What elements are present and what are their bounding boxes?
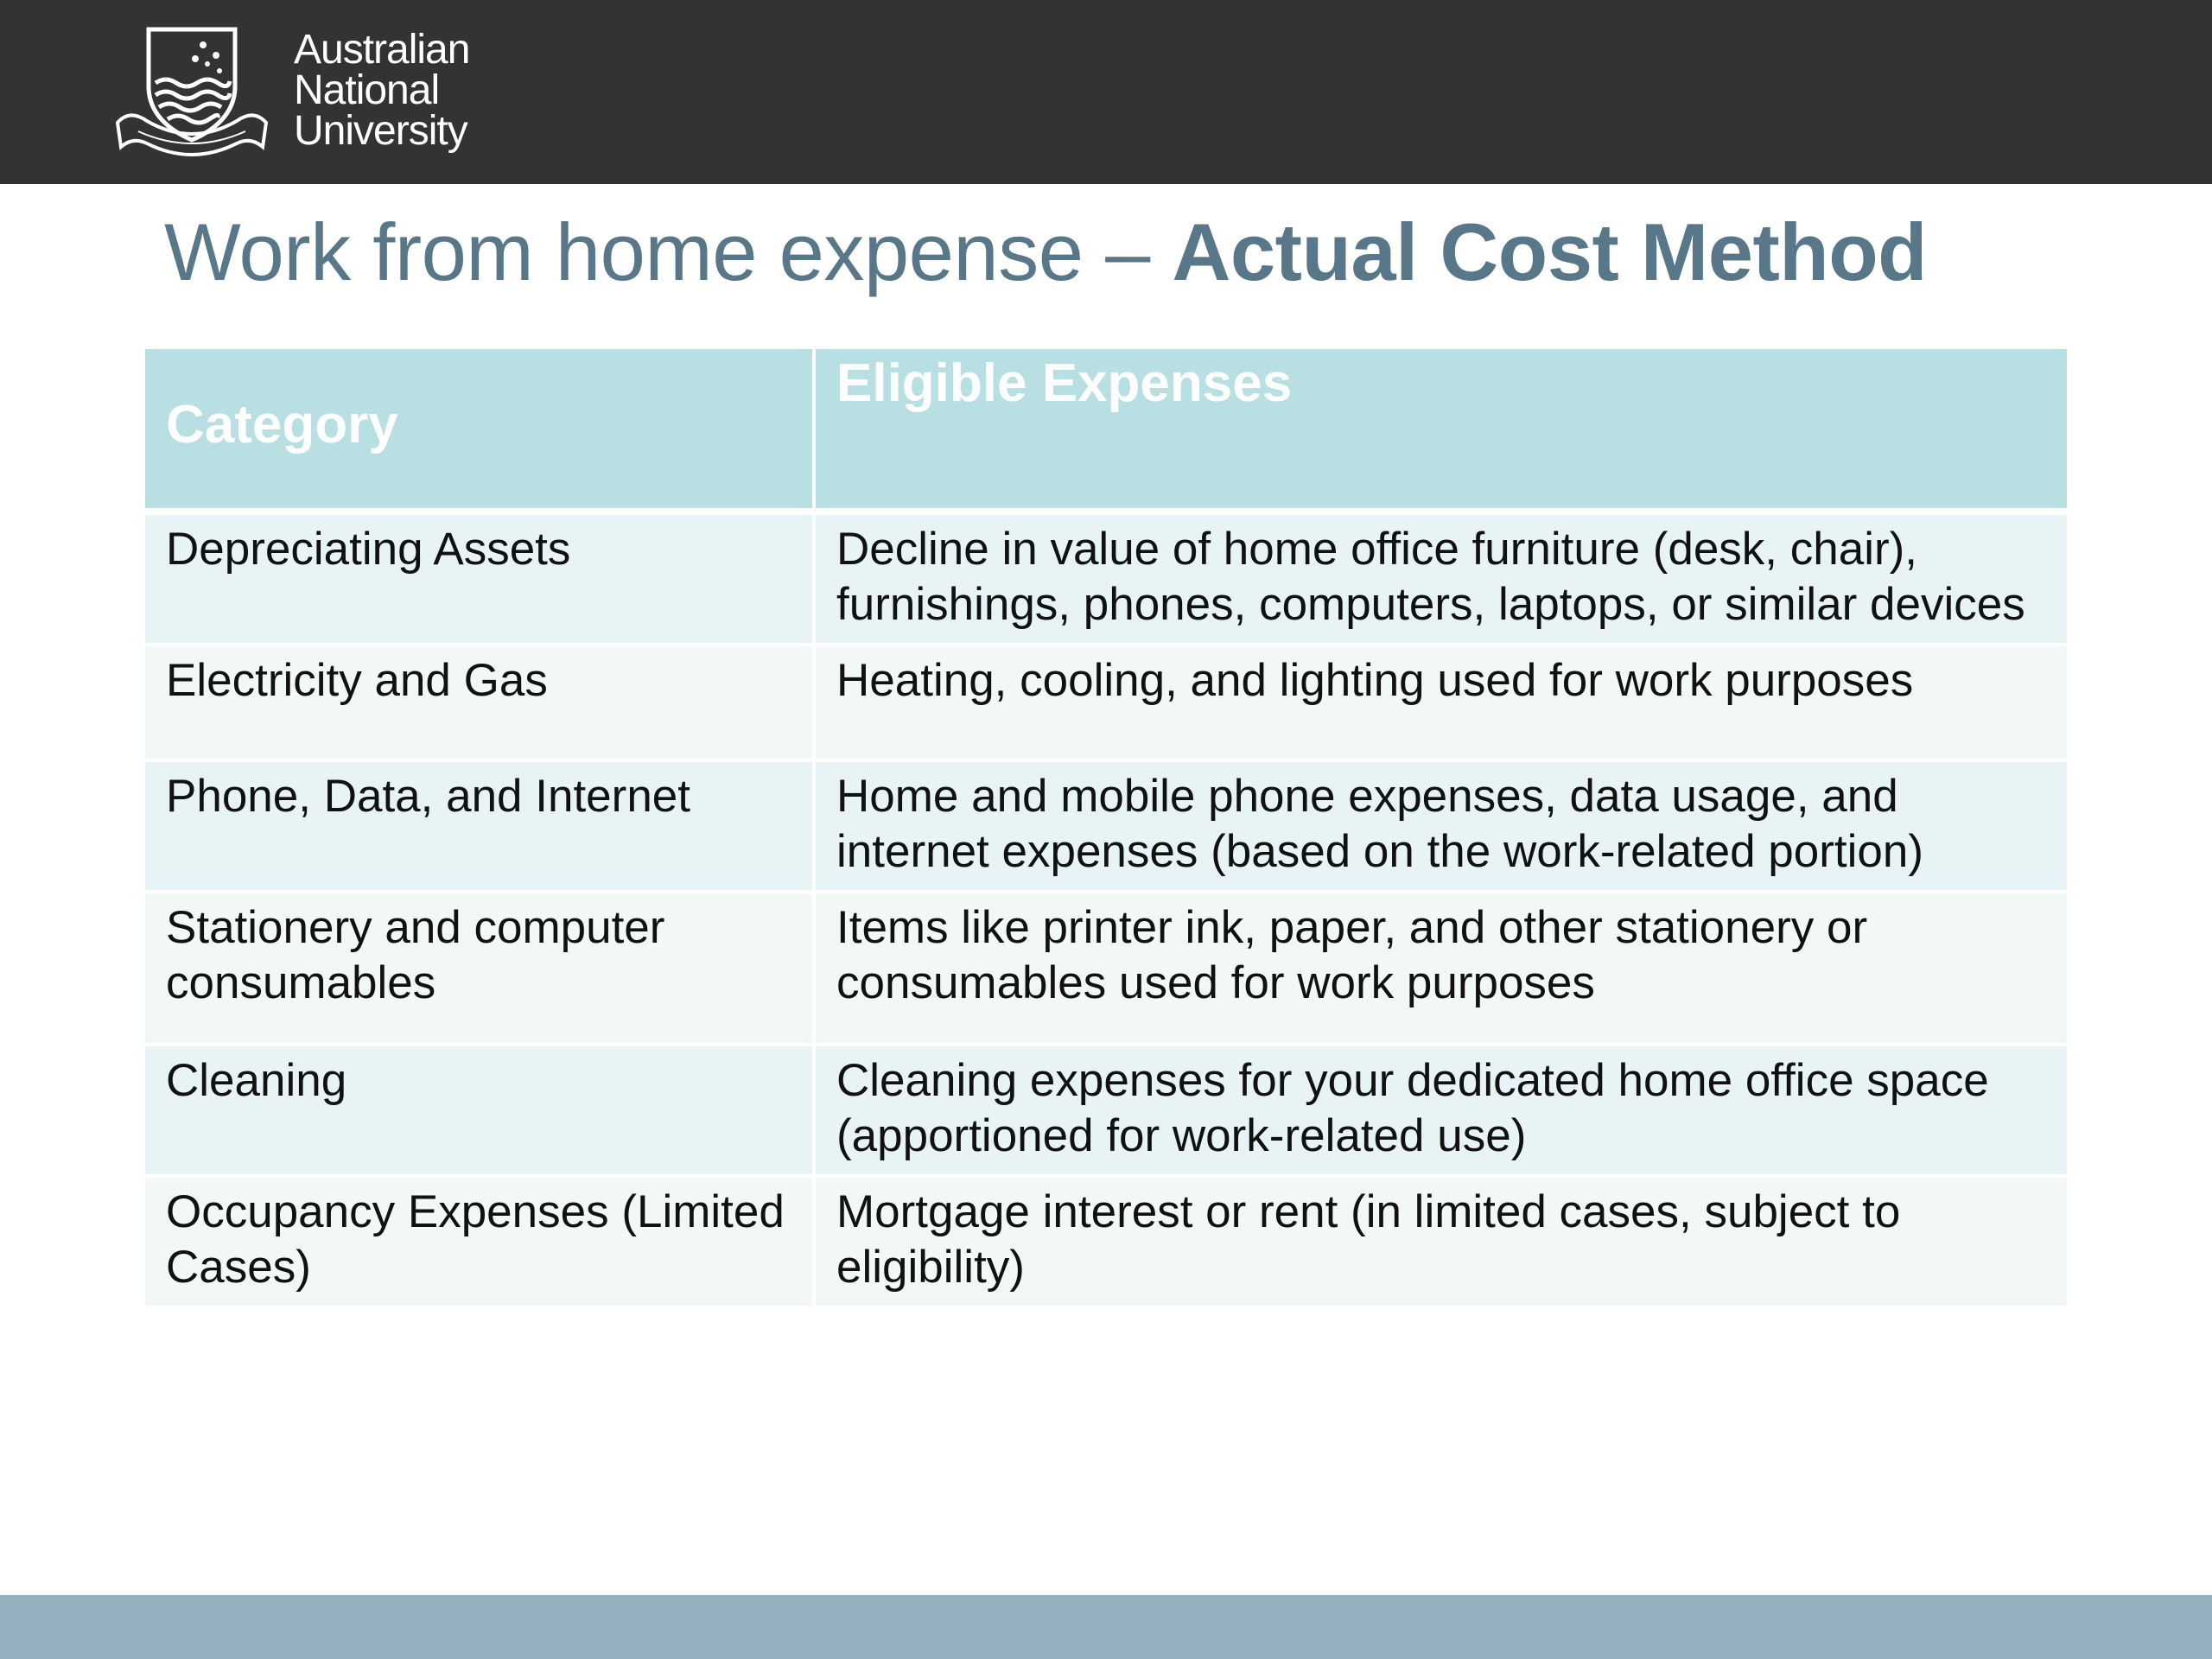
title-regular: Work from home expense –: [164, 207, 1173, 297]
slide-title: [164, 206, 1927, 299]
title-bold: Actual Cost Method: [1172, 207, 1928, 297]
expenses-cell: Mortgage interest or rent (in limited cases, subject to eligibility): [816, 1178, 2067, 1306]
table-row: [145, 646, 2067, 759]
wordmark-line: Australian: [294, 27, 470, 73]
column-header-eligible-expenses: Eligible Expenses: [816, 349, 2067, 508]
expenses-cell: Heating, cooling, and lighting used for work purposes: [816, 646, 2067, 759]
table-row: [145, 1046, 2067, 1174]
expenses-table: [145, 349, 2067, 1309]
category-cell: Electricity and Gas: [145, 646, 812, 759]
wordmark-line: University: [294, 108, 467, 154]
category-cell: Phone, Data, and Internet: [145, 762, 812, 890]
table-row: [145, 762, 2067, 890]
anu-logo: [112, 26, 501, 160]
expenses-cell: Items like printer ink, paper, and other stationery or consumables used for work purposes: [816, 893, 2067, 1043]
category-cell: Stationery and computer consumables: [145, 893, 812, 1043]
table-row: [145, 893, 2067, 1043]
wordmark-line: National: [294, 67, 440, 113]
category-cell: Cleaning: [145, 1046, 812, 1174]
table-header-row: [145, 349, 2067, 508]
table-row: [145, 515, 2067, 643]
header-bar: [0, 0, 2212, 184]
footer-bar: [0, 1595, 2212, 1659]
expenses-cell: Home and mobile phone expenses, data usage, and internet expenses (based on the work-related portion): [816, 762, 2067, 890]
column-header-category: Category: [145, 349, 812, 508]
category-cell: Depreciating Assets: [145, 515, 812, 643]
category-cell: Occupancy Expenses (Limited Cases): [145, 1178, 812, 1306]
anu-crest-icon: [112, 26, 272, 160]
table-row: [145, 1178, 2067, 1306]
university-wordmark: [294, 27, 470, 154]
expenses-cell: Decline in value of home office furniture (desk, chair), furnishings, phones, computers, laptops, or similar devices: [816, 515, 2067, 643]
expenses-cell: Cleaning expenses for your dedicated home office space (apportioned for work-related use): [816, 1046, 2067, 1174]
